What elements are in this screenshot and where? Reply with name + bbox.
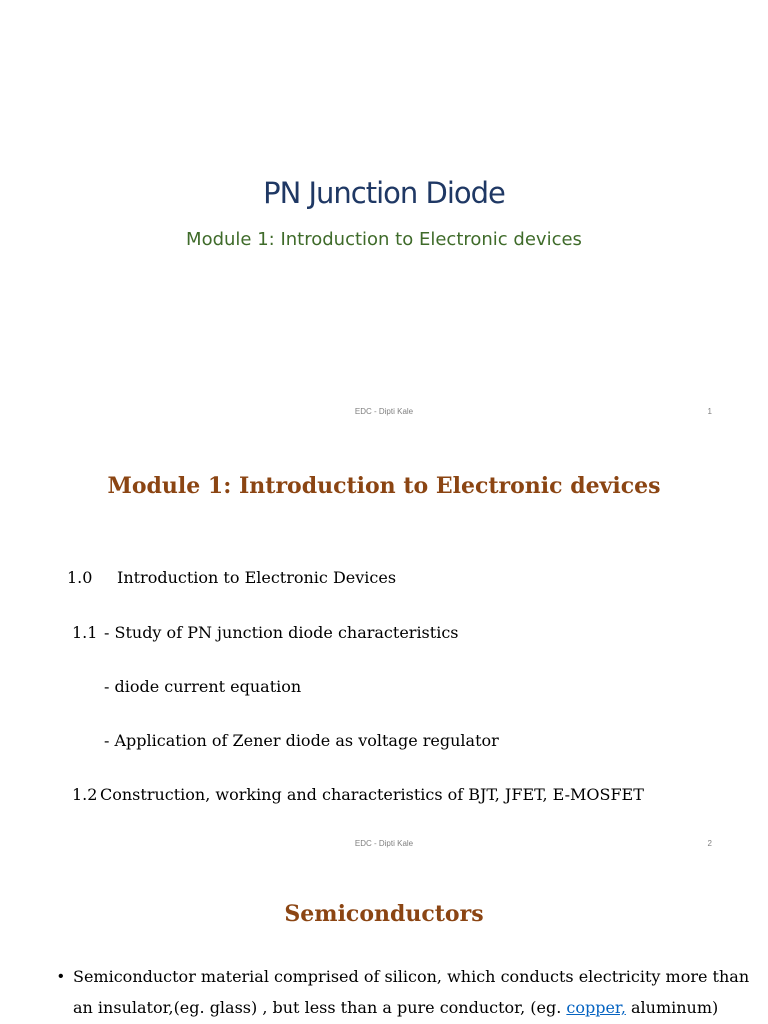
list-item-text: Introduction to Electronic Devices	[117, 568, 397, 587]
bullet-text: Semiconductor material comprised of silicon, which conducts electricity more than	[73, 967, 750, 986]
page-number: 2	[707, 839, 712, 848]
list-item-text: - Study of PN junction diode characteristics	[104, 623, 459, 642]
slide-footer: EDC - Dipti Kale	[354, 839, 414, 848]
list-item-text: Construction, working and characteristics of BJT, JFET, E-MOSFET	[100, 785, 644, 804]
slide-title: Semiconductors	[284, 901, 484, 927]
list-item-number: 1.2	[72, 785, 98, 804]
bullet-text-continued	[73, 998, 718, 1017]
bullet-text-suffix: aluminum)	[631, 998, 719, 1017]
list-item-number: 1.1	[72, 623, 98, 642]
slide-footer: EDC - Dipti Kale	[354, 407, 414, 416]
list-item-number: 1.0	[67, 568, 93, 587]
slide-title: PN Junction Diode	[263, 176, 505, 210]
page-number: 1	[707, 407, 712, 416]
bullet-icon: •	[58, 968, 64, 985]
list-item-text: - Application of Zener diode as voltage regulator	[104, 731, 499, 750]
slide-subtitle: Module 1: Introduction to Electronic devices	[186, 229, 582, 250]
slide-2	[0, 432, 768, 865]
slide-title: Module 1: Introduction to Electronic devices	[107, 473, 661, 499]
list-item-text: - diode current equation	[104, 677, 302, 696]
slide-1	[0, 0, 768, 432]
slide-3	[0, 865, 768, 1024]
bullet-text-prefix: an insulator,(eg. glass) , but less than a pure conductor, (eg.	[73, 998, 562, 1017]
copper-link[interactable]: copper,	[566, 998, 626, 1017]
